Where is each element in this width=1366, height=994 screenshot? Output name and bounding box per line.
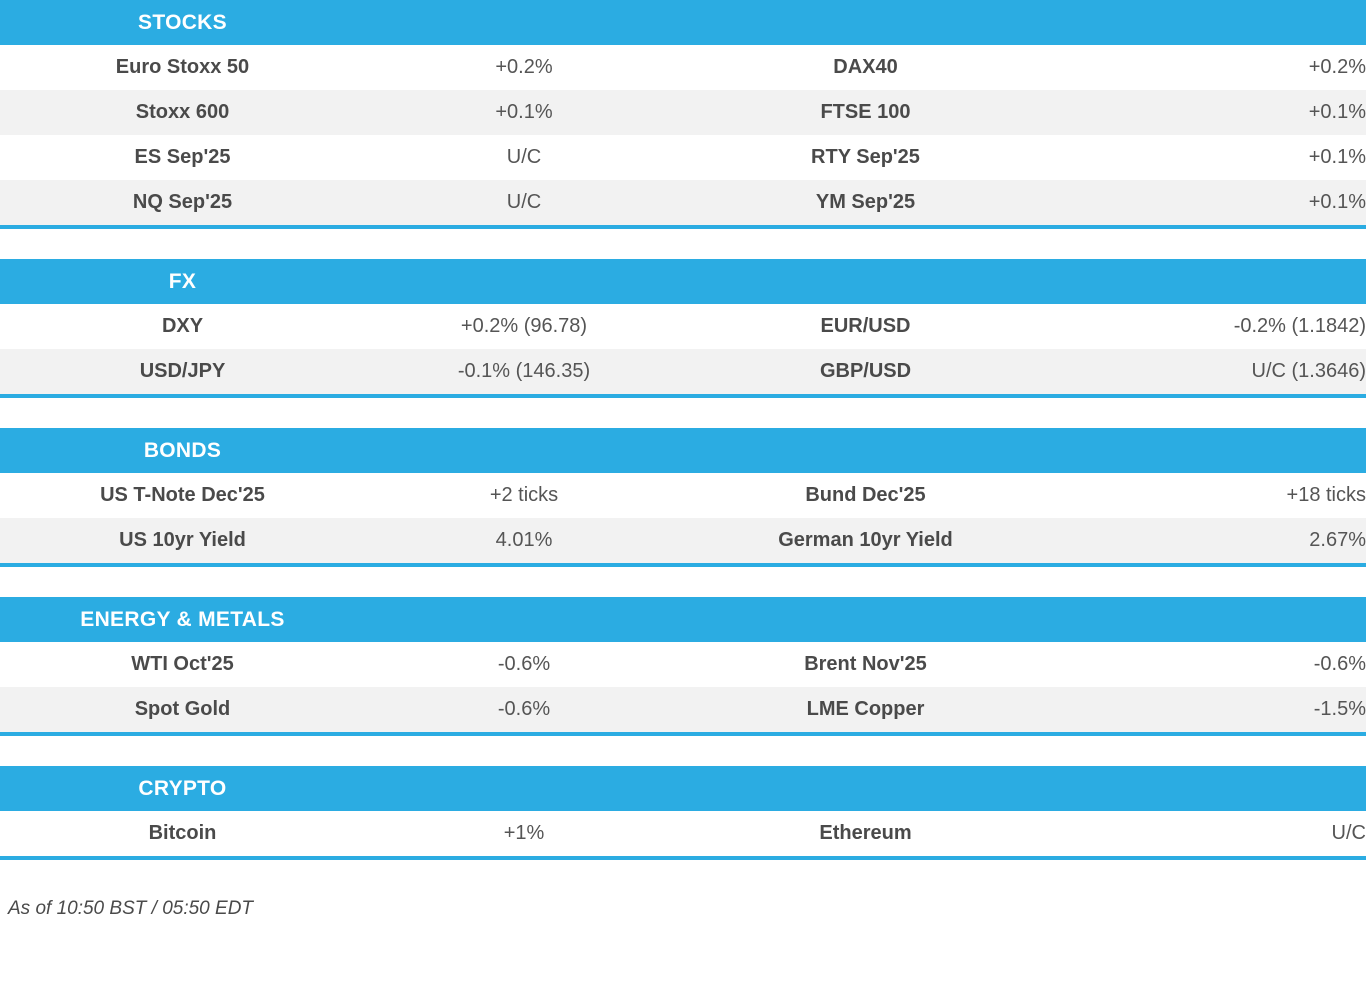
row-value-left: U/C xyxy=(506,191,542,213)
row-value-right: +0.1% xyxy=(1308,191,1366,213)
row-value-left: +2 ticks xyxy=(489,484,559,506)
section-bonds xyxy=(0,428,1366,567)
section-table-crypto xyxy=(0,811,1366,856)
row-label-left: Euro Stoxx 50 xyxy=(115,56,250,78)
table-row xyxy=(0,642,1366,687)
section-energy-metals xyxy=(0,597,1366,736)
row-label-right: YM Sep'25 xyxy=(815,191,916,213)
row-label-right: German 10yr Yield xyxy=(778,529,953,551)
section-stocks xyxy=(0,0,1366,229)
table-row xyxy=(0,180,1366,225)
row-label-left: DXY xyxy=(161,315,204,337)
row-value-right: U/C (1.3646) xyxy=(1251,360,1366,382)
section-table-fx xyxy=(0,304,1366,394)
row-label-left: WTI Oct'25 xyxy=(131,653,234,675)
table-row xyxy=(0,687,1366,732)
row-label-left: USD/JPY xyxy=(139,360,226,382)
row-value-right: -0.6% xyxy=(1313,653,1366,675)
row-value-left: +1% xyxy=(503,822,545,844)
section-table-bonds xyxy=(0,473,1366,563)
row-value-left: U/C xyxy=(506,146,542,168)
row-label-right: EUR/USD xyxy=(820,315,911,337)
table-row xyxy=(0,518,1366,563)
section-table-energy-metals xyxy=(0,642,1366,732)
row-value-left: +0.2% xyxy=(495,56,553,78)
row-value-left: -0.1% (146.35) xyxy=(457,360,591,382)
row-value-right: -0.2% (1.1842) xyxy=(1233,315,1366,337)
row-value-right: -1.5% xyxy=(1313,698,1366,720)
section-divider xyxy=(0,394,1366,398)
row-value-left: +0.1% xyxy=(495,101,553,123)
row-value-right: +0.1% xyxy=(1308,146,1366,168)
timestamp-footer: As of 10:50 BST / 05:50 EDT xyxy=(8,898,254,919)
section-header-stocks xyxy=(0,0,1366,45)
row-value-right: +0.2% xyxy=(1308,56,1366,78)
row-label-left: US T-Note Dec'25 xyxy=(100,484,265,506)
section-table-stocks xyxy=(0,45,1366,225)
section-divider xyxy=(0,225,1366,229)
row-value-right: +0.1% xyxy=(1308,101,1366,123)
row-label-right: GBP/USD xyxy=(819,360,912,382)
row-value-left: -0.6% xyxy=(497,653,551,675)
row-label-right: FTSE 100 xyxy=(820,101,911,123)
table-row xyxy=(0,349,1366,394)
section-header-bonds xyxy=(0,428,1366,473)
row-value-left: +0.2% (96.78) xyxy=(460,315,588,337)
row-value-left: 4.01% xyxy=(495,529,553,551)
row-label-left: US 10yr Yield xyxy=(119,529,246,551)
section-divider xyxy=(0,856,1366,860)
section-divider xyxy=(0,732,1366,736)
section-divider xyxy=(0,563,1366,567)
row-label-right: Bund Dec'25 xyxy=(805,484,926,506)
row-label-left: Stoxx 600 xyxy=(135,101,230,123)
table-row xyxy=(0,135,1366,180)
row-label-right: Brent Nov'25 xyxy=(804,653,927,675)
row-label-right: Ethereum xyxy=(819,822,912,844)
table-row xyxy=(0,90,1366,135)
table-row xyxy=(0,45,1366,90)
row-value-right: 2.67% xyxy=(1309,529,1366,551)
row-value-right: +18 ticks xyxy=(1286,484,1366,506)
table-row xyxy=(0,811,1366,856)
row-label-left: Bitcoin xyxy=(148,822,217,844)
row-label-right: RTY Sep'25 xyxy=(811,146,920,168)
section-header-crypto xyxy=(0,766,1366,811)
section-header-fx xyxy=(0,259,1366,304)
section-title: BONDS xyxy=(143,438,222,462)
section-header-energy-metals xyxy=(0,597,1366,642)
row-label-left: Spot Gold xyxy=(134,698,231,720)
row-label-right: LME Copper xyxy=(806,698,925,720)
section-title: ENERGY & METALS xyxy=(80,607,285,631)
row-label-left: NQ Sep'25 xyxy=(132,191,233,213)
row-label-right: DAX40 xyxy=(833,56,898,78)
section-title: CRYPTO xyxy=(138,776,227,800)
row-label-left: ES Sep'25 xyxy=(134,146,231,168)
row-value-left: -0.6% xyxy=(497,698,551,720)
row-value-right: U/C xyxy=(1331,822,1366,844)
section-fx xyxy=(0,259,1366,398)
section-title: STOCKS xyxy=(138,10,227,34)
section-title: FX xyxy=(168,269,197,293)
section-crypto xyxy=(0,766,1366,860)
table-row xyxy=(0,304,1366,349)
table-row xyxy=(0,473,1366,518)
